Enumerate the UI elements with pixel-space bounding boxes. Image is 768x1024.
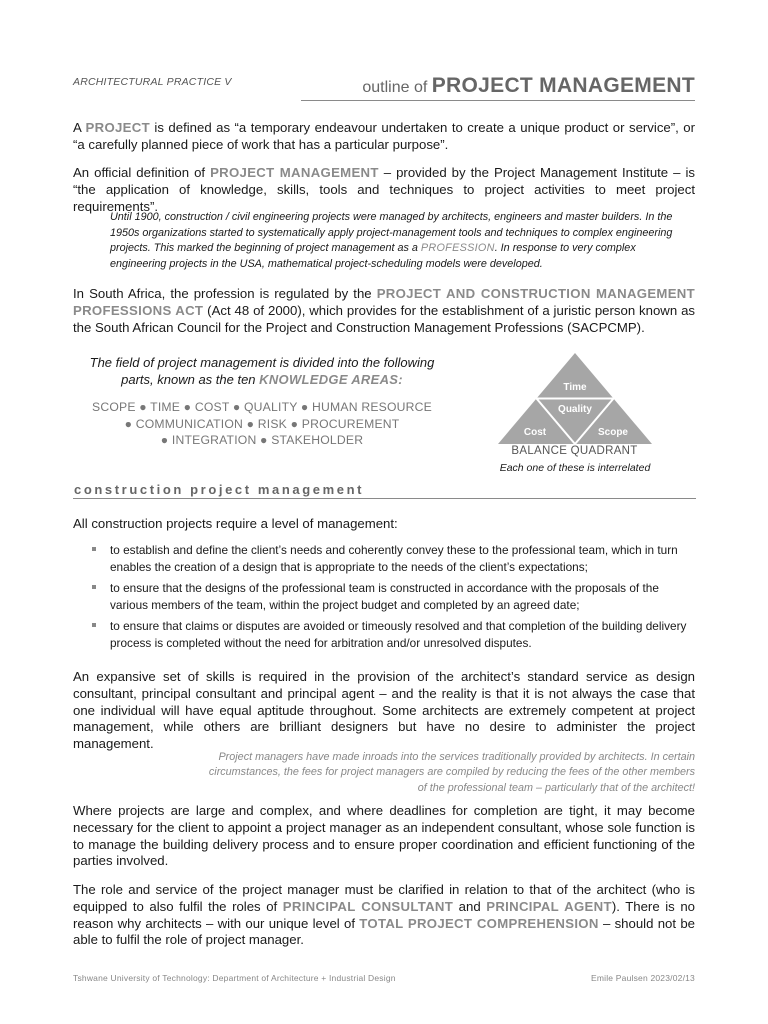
bullet-square-icon bbox=[92, 623, 96, 627]
highlight-term: TOTAL PROJECT COMPREHENSION bbox=[359, 915, 599, 931]
course-name: ARCHITECTURAL PRACTICE V bbox=[73, 76, 232, 88]
highlight-term: PRINCIPAL AGENT bbox=[486, 898, 612, 914]
text: The role and service of the project manager must be clarified in relation to that of the architect (who is equipped to also fulfil the roles of bbox=[73, 882, 695, 914]
paragraph-management-intro: All construction projects require a level of management: bbox=[73, 516, 398, 531]
label-scope: Scope bbox=[597, 427, 629, 438]
balance-quadrant-diagram bbox=[497, 353, 653, 445]
text: In South Africa, the profession is regulated by the bbox=[73, 286, 377, 301]
highlight-term: PROJECT AND CONSTRUCTION MANAGEMENT PROFESSIONS ACT bbox=[73, 286, 695, 318]
text: An official definition of bbox=[73, 165, 211, 180]
text: is defined as “a temporary endeavour undertaken to create a unique product or service”, or “a carefully planned piece of work that has a particular purpose”. bbox=[73, 120, 695, 152]
fees-quote: Project managers have made inroads into the services traditionally provided by architects. In certain circumstances, the fees for project managers are compiled by reducing the fees of the other members of the professional team – particularly that of the architect! bbox=[208, 751, 695, 794]
list-item-text: to establish and define the client’s needs and coherently convey these to the professional team, which in turn enables the creation of a design that is appropriate to the needs of the client’s expectations; bbox=[110, 543, 678, 574]
paragraph-role bbox=[73, 882, 695, 949]
title-main: PROJECT MANAGEMENT bbox=[431, 74, 695, 97]
balance-quadrant-caption: Each one of these is interrelated bbox=[499, 462, 651, 474]
title-prefix: outline of bbox=[362, 79, 428, 96]
paragraph-project-definition bbox=[73, 120, 695, 154]
history-quote bbox=[110, 210, 695, 272]
knowledge-areas-line: SCOPE ● TIME ● COST ● QUALITY ● HUMAN RESOURCE bbox=[92, 400, 432, 414]
list-item-text: to ensure that the designs of the professional team is constructed in accordance with the proposals of the various members of the team, within the project budget and completed by an agreed date; bbox=[110, 581, 659, 612]
text: (Act 48 of 2000), which provides for the establishment of a juristic person known as the South African Council for the Project and Construction Management Professions (SACPCMP). bbox=[73, 302, 695, 335]
paragraph-south-africa bbox=[73, 286, 695, 336]
balance-quadrant-label: BALANCE QUADRANT bbox=[511, 445, 638, 457]
highlight-term: PROJECT bbox=[85, 120, 150, 135]
text: and bbox=[453, 898, 487, 914]
footer-author-date: Emile Paulsen 2023/02/13 bbox=[590, 973, 695, 983]
text: – provided by the Project Management Institute – is “the application of knowledge, skills, tools and techniques to project activities to meet project requirements”. bbox=[73, 165, 696, 214]
management-bullet-list bbox=[92, 542, 692, 656]
highlight-term: PROFESSION bbox=[420, 242, 495, 255]
paragraph-large-projects: Where projects are large and complex, and where deadlines for completion are tight, it may become necessary for the client to appoint a project manager as an independent consultant, whose sole function is to manage the building delivery process and to ensure proper coordination and efficient functioning of the parties involved. bbox=[73, 803, 695, 869]
paragraph-pm-definition bbox=[73, 165, 695, 215]
list-item bbox=[92, 542, 692, 575]
knowledge-areas-intro bbox=[82, 354, 442, 388]
highlight-term: KNOWLEDGE AREAS: bbox=[259, 372, 403, 387]
knowledge-areas-list bbox=[82, 399, 442, 449]
label-time: Time bbox=[563, 382, 587, 393]
text: ). There is no reason why architects – with our unique level of bbox=[73, 898, 695, 931]
bullet-square-icon bbox=[92, 547, 96, 551]
knowledge-areas-line: ● INTEGRATION ● STAKEHOLDER bbox=[160, 433, 364, 448]
text: A bbox=[73, 120, 86, 135]
text: The field of project management is divided into the following parts, known as the ten bbox=[89, 355, 435, 387]
label-quality: Quality bbox=[558, 404, 592, 415]
text: . In response to very complex engineering projects in the USA, mathematical project-scheduling models were developed. bbox=[110, 242, 636, 270]
highlight-term: PROJECT MANAGEMENT bbox=[210, 165, 379, 180]
paragraph-skills: An expansive set of skills is required in the provision of the architect’s standard service as design consultant, principal consultant and principal agent – and the reality is that it is not always the case that one individual will have equal aptitude throughout. Some architects are extremely competent at project management, while others are brilliant designers but have no desire to administer the project management. bbox=[73, 669, 695, 752]
bullet-square-icon bbox=[92, 585, 96, 589]
list-item bbox=[92, 580, 692, 613]
text: Until 1900, construction / civil engineering projects were managed by architects, engineers and master builders. In the 1950s organizations started to systematically apply project-management tools and techniques to complex engineering projects. This marked the beginning of project management as a bbox=[110, 211, 673, 255]
knowledge-areas-line: ● COMMUNICATION ● RISK ● PROCUREMENT bbox=[124, 416, 400, 431]
section-heading: construction project management bbox=[73, 482, 696, 499]
highlight-term: PRINCIPAL CONSULTANT bbox=[282, 898, 454, 914]
list-item bbox=[92, 618, 692, 651]
text: – should not be able to fulfil the role of project manager. bbox=[73, 915, 695, 948]
footer-institution: Tshwane University of Technology: Department of Architecture + Industrial Design bbox=[73, 973, 396, 983]
page-title bbox=[301, 74, 695, 101]
label-cost: Cost bbox=[523, 427, 547, 438]
list-item-text: to ensure that claims or disputes are avoided or timeously resolved and that completion of the building delivery process is completed without the need for arbitration and/or unresolved disputes. bbox=[110, 619, 687, 650]
